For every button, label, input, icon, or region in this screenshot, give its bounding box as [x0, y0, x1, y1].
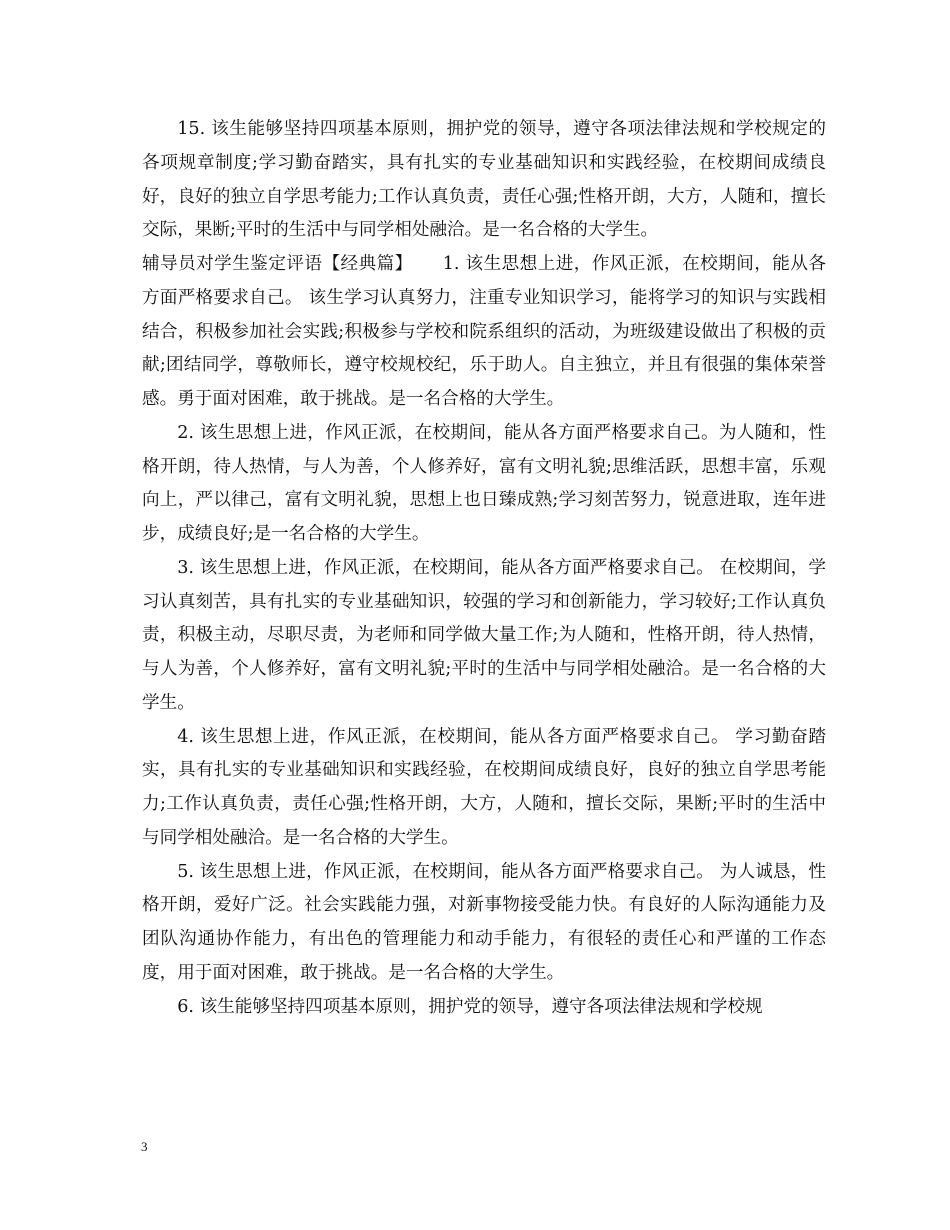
page-number: 3	[141, 1139, 148, 1154]
paragraph-item-4: 4. 该生思想上进，作风正派，在校期间，能从各方面严格要求自己。 学习勤奋踏实，具有扎实的专业基础知识和实践经验，在校期间成绩良好，良好的独立自学思考能力;工作认真负责，责任心强;性格开朗，大方，人随和，擅长交际，果断;平时的生活中与同学相处融洽。是一名合格的大学生。	[142, 726, 826, 848]
paragraph-item-15: 15. 该生能够坚持四项基本原则，拥护党的领导，遵守各项法律法规和学校规定的各项规章制度;学习勤奋踏实，具有扎实的专业基础知识和实践经验，在校期间成绩良好，良好的独立自学思考能力;工作认真负责，责任心强;性格开朗，大方，人随和，擅长交际，果断;平时的生活中与同学相处融洽。是一名合格的大学生。	[142, 119, 826, 241]
paragraph-item-5: 5. 该生思想上进，作风正派，在校期间，能从各方面严格要求自己。 为人诚恳，性格开朗，爱好广泛。社会实践能力强，对新事物接受能力快。有良好的人际沟通能力及团队沟通协作能力，有出色的管理能力和动手能力，有很轻的责任心和严谨的工作态度，用于面对困难，敢于挑战。是一名合格的大学生。	[142, 861, 826, 983]
paragraph-item-2: 2. 该生思想上进，作风正派，在校期间，能从各方面严格要求自己。为人随和，性格开朗，待人热情，与人为善，个人修养好，富有文明礼貌;思维活跃，思想丰富，乐观向上，严以律己，富有文明礼貌，思想上也日臻成熟;学习刻苦努力，锐意进取，连年进步，成绩良好;是一名合格的大学生。	[142, 422, 826, 544]
document-body	[142, 113, 826, 1024]
paragraph-item-6: 6. 该生能够坚持四项基本原则，拥护党的领导，遵守各项法律法规和学校规	[177, 996, 763, 1017]
section-paragraph	[142, 248, 826, 417]
paragraph-item-3: 3. 该生思想上进，作风正派，在校期间，能从各方面严格要求自己。 在校期间，学习认真刻苦，具有扎实的专业基础知识，较强的学习和创新能力，学习较好;工作认真负责，积极主动，尽职尽责，为老师和同学做大量工作;为人随和，性格开朗，待人热情，与人为善，个人修养好，富有文明礼貌;平时的生活中与同学相处融洽。是一名合格的大学生。	[142, 557, 826, 713]
paragraph-item-1: 1. 该生思想上进，作风正派，在校期间，能从各方面严格要求自己。 该生学习认真努力，注重专业知识学习，能将学习的知识与实践相结合，积极参加社会实践;积极参与学校和院系组织的活动，为班级建设做出了积极的贡献;团结同学，尊敬师长，遵守校规校纪，乐于助人。自主独立，并且有很强的集体荣誉感。勇于面对困难，敢于挑战。是一名合格的大学生。	[142, 254, 826, 409]
section-heading: 辅导员对学生鉴定评语【经典篇】	[142, 254, 413, 274]
